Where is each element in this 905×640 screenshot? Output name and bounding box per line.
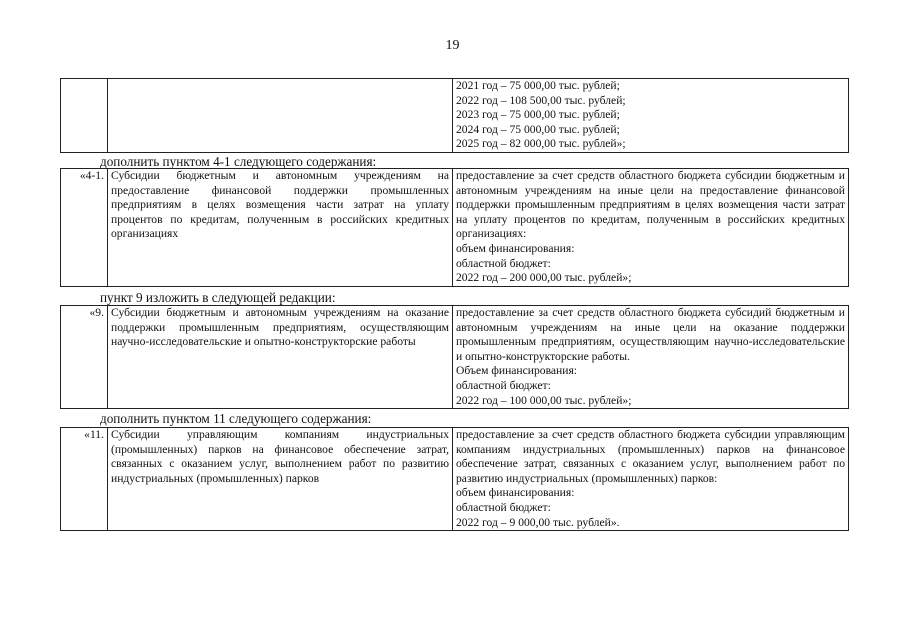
description-text: предоставление за счет средств областного бюджета субсидии бюджетным и автономным учреждениям на иные цели на предоставление финансовой поддержки промышленным предприятиям в целях возмещения части затрат на уплату процентов по кредитам, полученным в российских кредитных организациях: (456, 169, 845, 241)
cell-name (108, 79, 453, 153)
year-line: 2022 год – 100 000,00 тыс. рублей»; (456, 393, 632, 407)
table-row (61, 306, 849, 409)
table-row (61, 169, 849, 287)
table-top-continuation (60, 78, 849, 153)
cell-description (453, 169, 849, 287)
cell-description (453, 428, 849, 531)
instruction-add-11: дополнить пунктом 11 следующего содержания: (100, 411, 372, 426)
budget-label: областной бюджет: (456, 378, 551, 392)
financing-label: Объем финансирования: (456, 364, 578, 378)
table-row (61, 79, 849, 153)
cell-number: «4-1. (61, 169, 108, 287)
year-line: 2022 год – 200 000,00 тыс. рублей»; (456, 271, 632, 285)
instruction-add-4-1: дополнить пунктом 4-1 следующего содержания: (100, 154, 377, 169)
page-number: 19 (445, 38, 460, 53)
year-line: 2022 год – 108 500,00 тыс. рублей; (456, 93, 626, 107)
year-line: 2021 год – 75 000,00 тыс. рублей; (456, 79, 620, 92)
cell-name: Субсидии бюджетным и автономным учреждениям на предоставление финансовой поддержки промышленных предприятиям в целях возмещения части затрат на уплату процентов по кредитам, полученным в российских кредитных организациях (108, 169, 453, 287)
cell-number (61, 79, 108, 153)
budget-label: областной бюджет: (456, 500, 551, 514)
year-line: 2025 год – 82 000,00 тыс. рублей»; (456, 137, 626, 151)
financing-label: объем финансирования: (456, 486, 575, 500)
table-item-4-1 (60, 168, 849, 287)
cell-number: «9. (61, 306, 108, 409)
table-item-11 (60, 427, 849, 531)
table-row (61, 428, 849, 531)
year-line: 2023 год – 75 000,00 тыс. рублей; (456, 108, 620, 122)
financing-label: объем финансирования: (456, 241, 575, 255)
cell-name: Субсидии бюджетным и автономным учреждениям на оказание поддержки промышленным предприятиям, осуществляющим научно-исследовательские и опытно-конструкторские работы (108, 306, 453, 409)
instruction-revise-9: пункт 9 изложить в следующей редакции: (100, 290, 336, 305)
year-line: 2022 год – 9 000,00 тыс. рублей». (456, 515, 620, 529)
year-line: 2024 год – 75 000,00 тыс. рублей; (456, 122, 620, 136)
description-text: предоставление за счет средств областного бюджета субсидий бюджетным и автономным учреждениям на иные цели на оказание поддержки промышленным предприятиям, осуществляющим научно-исследовательские и опытно-конструкторские работы. (456, 306, 845, 363)
cell-description (453, 79, 849, 153)
description-text: предоставление за счет средств областного бюджета субсидии управляющим компаниям индустриальных (промышленных) парков на финансовое обеспечение затрат, связанных с оказанием услуг, выполнением работ по развитию индустриальных (промышленных) парков: (456, 428, 845, 485)
cell-number: «11. (61, 428, 108, 531)
table-item-9 (60, 305, 849, 409)
budget-label: областной бюджет: (456, 256, 551, 270)
cell-name: Субсидии управляющим компаниям индустриальных (промышленных) парков на финансовое обеспечение затрат, связанных с оказанием услуг, выполнением работ по развитию индустриальных (промышленных) парков (108, 428, 453, 531)
cell-description (453, 306, 849, 409)
